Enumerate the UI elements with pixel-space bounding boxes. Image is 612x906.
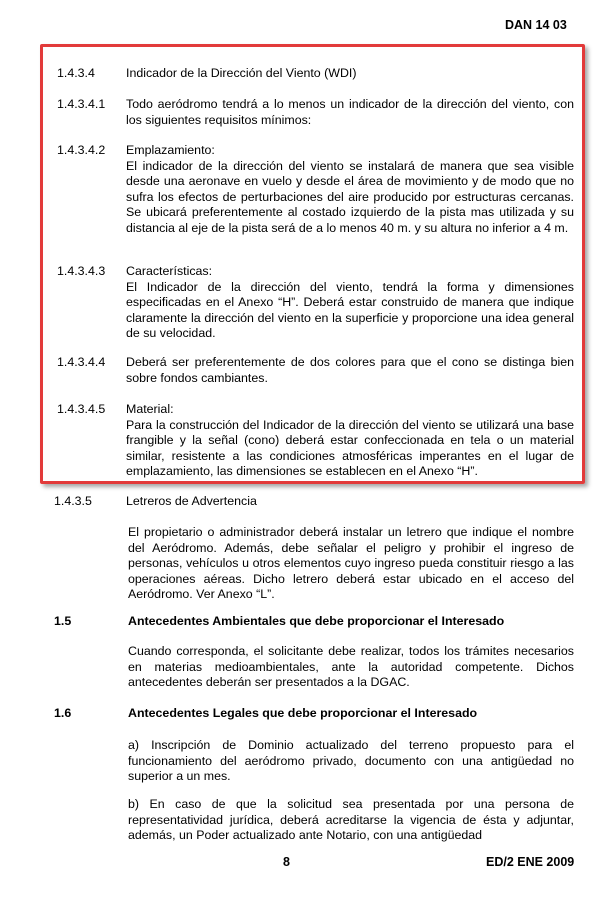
paragraph: Deberá ser preferentemente de dos colores para que el cono se distinga bien sobre fondos cambiantes. [126, 355, 574, 385]
paragraph: El Indicador de la dirección del viento, tendrá la forma y dimensiones especificadas en el Anexo “H”. Deberá estar construido de manera que indique claramente la dirección del viento en la superficie y proporcione una idea general de su velocidad. [126, 279, 574, 340]
paragraph: Todo aeródromo tendrá a lo menos un indicador de la dirección del viento, con los siguientes requisitos mínimos: [126, 97, 574, 127]
section-title: Letreros de Advertencia [126, 494, 257, 508]
document-code: DAN 14 03 [505, 18, 567, 32]
subsection-title: Características: [126, 264, 213, 278]
paragraph: Para la construcción del Indicador de la dirección del viento se utilizará una base frangible y la señal (cono) deberá estar confeccionada en tela o un material similar, resistente a las condiciones atmosféricas imperantes en el lugar de emplazamiento, las dimensiones se establecen en el Anexo “H”. [126, 417, 574, 478]
section-title: Antecedentes Legales que debe proporcionar el Interesado [128, 706, 478, 720]
section-number: 1.4.3.4 [57, 66, 95, 80]
section-number: 1.4.3.4.5 [57, 402, 106, 416]
section-number: 1.4.3.4.1 [57, 97, 106, 111]
paragraph: El propietario o administrador deberá instalar un letrero que indique el nombre del Aeródromo. Además, debe señalar el peligro y prohibir el ingreso de personas, vehículos u otros elementos cuyo ingreso pueda constituir riesgo a las operaciones aéreas. Dicho letrero deberá estar ubicado en el acceso del Aeródromo. Ver Anexo “L”. [128, 525, 574, 601]
paragraph: El indicador de la dirección del viento se instalará de manera que sea visible desde una aeronave en vuelo y desde el área de movimiento y de modo que no sufra los efectos de perturbaciones del aire producido por estructuras cercanas. Se ubicará preferentemente al costado izquierdo de la pista mas utilizada y su distancia al eje de la pista será de a lo menos 40 m. y su altura no inferior a 4 m. [126, 158, 574, 235]
section-title: Antecedentes Ambientales que debe proporcionar el Interesado [128, 614, 505, 628]
section-title: Indicador de la Dirección del Viento (WDI) [126, 66, 357, 80]
paragraph-block [126, 402, 574, 480]
page-number: 8 [283, 855, 290, 869]
edition-label: ED/2 ENE 2009 [486, 855, 575, 869]
paragraph: Cuando corresponda, el solicitante debe realizar, todos los trámites necesarios en materias medioambientales, ante la autoridad competente. Dichos antecedentes deberán ser presentados a la DGAC. [128, 644, 574, 689]
list-item: a) Inscripción de Dominio actualizado del terreno propuesto para el funcionamiento del aeródromo privado, documento con una antigüedad no superior a un mes. [128, 738, 574, 783]
section-number: 1.4.3.4.3 [57, 264, 106, 278]
paragraph-block [126, 143, 574, 236]
section-number: 1.4.3.5 [54, 494, 92, 508]
section-number: 1.5 [54, 614, 72, 628]
subsection-title: Emplazamiento: [126, 143, 215, 157]
subsection-title: Material: [126, 402, 174, 416]
section-number: 1.4.3.4.2 [57, 143, 106, 157]
section-number: 1.4.3.4.4 [57, 355, 106, 369]
list-item: b) En caso de que la solicitud sea presentada por una persona de representatividad jurídica, deberá acreditarse la vigencia de ésta y adjuntar, además, un Poder actualizado ante Notario, con una antigüedad [128, 797, 574, 842]
paragraph-block [126, 264, 574, 342]
section-number: 1.6 [54, 706, 72, 720]
